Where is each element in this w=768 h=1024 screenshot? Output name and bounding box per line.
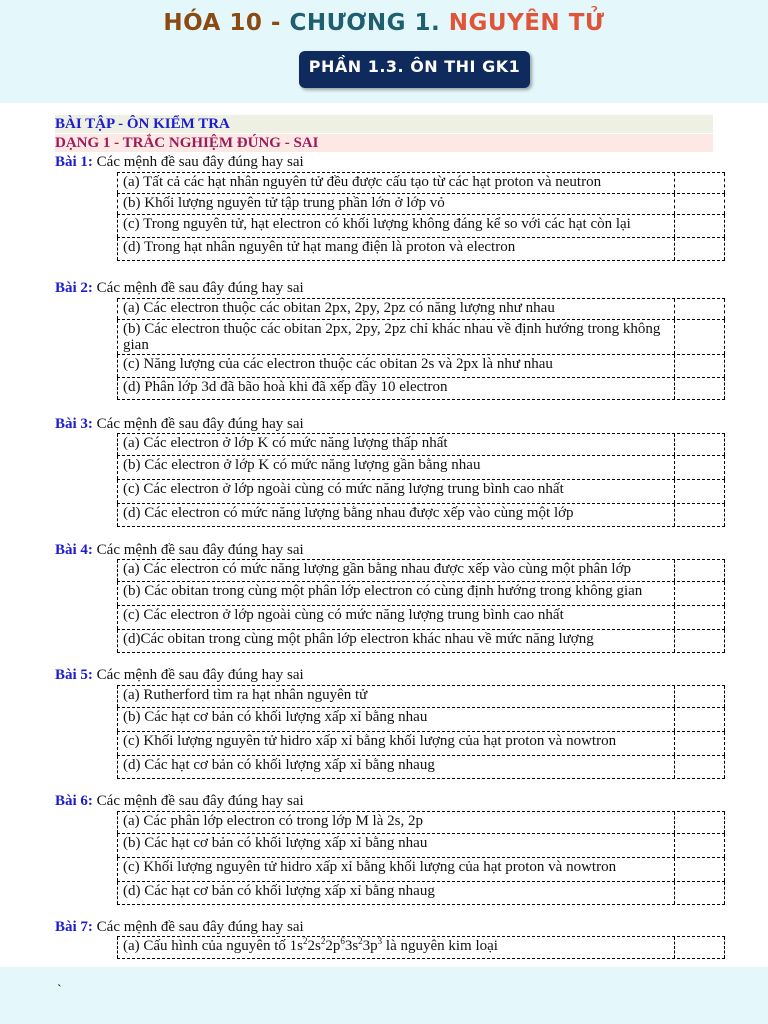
answer-cell[interactable] [674, 194, 725, 214]
answer-cell[interactable] [674, 812, 725, 833]
statement-text: (b) Khối lượng nguyên tử tập trung phần lớn ở lớp vỏ [123, 195, 445, 211]
statement-text: (d) Các electron có mức năng lượng bằng nhau được xếp vào cùng một lớp [123, 505, 574, 521]
table-row [117, 354, 725, 377]
title-topic: NGUYÊN TỬ [448, 10, 605, 36]
answer-cell[interactable] [674, 560, 725, 581]
statement-text: (c) Khối lượng nguyên tử hidro xấp xỉ bằng khối lượng của hạt proton và nowtron [123, 733, 617, 749]
statement-text: (d) Các hạt cơ bản có khối lượng xấp xỉ bằng nhaug [123, 883, 435, 899]
table-row [117, 881, 725, 905]
answer-cell[interactable] [674, 732, 725, 755]
answer-cell[interactable] [674, 882, 725, 904]
answer-cell[interactable] [674, 834, 725, 857]
statement-text: (a) Các electron ở lớp K có mức năng lượng thấp nhất [123, 435, 448, 451]
statement-table [117, 298, 725, 400]
table-row [117, 755, 725, 779]
answer-cell[interactable] [674, 320, 725, 354]
answer-cell[interactable] [674, 858, 725, 881]
exercise-label: Bài 7: [55, 919, 93, 935]
statement-text: (a) Cấu hình của nguyên tố $1s^22s^22p^63s^23p^3$ là nguyên kim loại [123, 936, 498, 954]
section-badge [299, 51, 530, 88]
table-row [117, 605, 725, 629]
statement-text: (b) Các hạt cơ bản có khối lượng xấp xỉ bằng nhau [123, 709, 428, 725]
answer-cell[interactable] [674, 582, 725, 605]
footer-mark: ` [57, 983, 62, 998]
table-row [117, 503, 725, 527]
statement-text: (d) Trong hạt nhân nguyên tử hạt mang điện là proton và electron [123, 239, 516, 255]
statement-text: (c) Các electron ở lớp ngoài cùng có mức năng lượng trung bình cao nhất [123, 607, 564, 623]
statement-text: (a) Các electron có mức năng lượng gần bằng nhau được xếp vào cùng một phân lớp [123, 561, 632, 577]
statement-text: (a) Các phân lớp electron có trong lớp M là 2s, 2p [123, 813, 423, 829]
table-row [117, 857, 725, 881]
statement-table [117, 685, 725, 779]
exercise-title [55, 918, 304, 936]
table-row [117, 319, 725, 354]
statement-text: (c) Khối lượng nguyên tử hidro xấp xỉ bằng khối lượng của hạt proton và nowtron [123, 859, 617, 875]
table-row [117, 811, 725, 833]
answer-cell[interactable] [674, 504, 725, 526]
answer-cell[interactable] [674, 215, 725, 237]
statement-table [117, 559, 725, 653]
answer-cell[interactable] [674, 708, 725, 731]
table-row [117, 559, 725, 581]
answer-cell[interactable] [674, 378, 725, 399]
exercise-title [55, 415, 304, 433]
statement-table [117, 811, 725, 905]
table-row [117, 731, 725, 755]
statement-text: (c) Các electron ở lớp ngoài cùng có mức năng lượng trung bình cao nhất [123, 481, 564, 497]
table-row [117, 237, 725, 261]
exercise-label: Bài 2: [55, 280, 93, 296]
statement-text: (d)Các obitan trong cùng một phân lớp electron khác nhau về mức năng lượng [123, 631, 594, 647]
statement-text: (b) Các obitan trong cùng một phân lớp electron có cùng định hướng trong không gian [123, 583, 643, 599]
table-row [117, 433, 725, 455]
section-label: PHẦN 1.3. ÔN THI GK1 [308, 57, 521, 76]
table-row [117, 377, 725, 400]
table-row [117, 214, 725, 237]
page-footer [0, 967, 768, 1024]
statement-text: (c) Năng lượng của các electron thuộc các obitan 2s và 2px là như nhau [123, 356, 553, 372]
exercise-title [55, 792, 304, 810]
answer-cell[interactable] [674, 238, 725, 260]
table-row [117, 629, 725, 653]
exercise-title [55, 541, 304, 559]
answer-cell[interactable] [674, 937, 725, 958]
statement-text: (d) Các hạt cơ bản có khối lượng xấp xỉ bằng nhaug [123, 757, 435, 773]
statement-text: (d) Phân lớp 3d đã bão hoà khi đã xếp đầy 10 electron [123, 379, 448, 395]
table-row [117, 193, 725, 214]
exercise-title [55, 666, 304, 684]
table-row [117, 707, 725, 731]
answer-cell[interactable] [674, 456, 725, 479]
exercise-title [55, 153, 304, 171]
exercise-prompt: Các mệnh đề sau đây đúng hay sai [92, 667, 304, 683]
statement-table [117, 172, 725, 261]
exercise-prompt: Các mệnh đề sau đây đúng hay sai [92, 542, 304, 558]
exercise-label: Bài 4: [55, 542, 93, 558]
statement-text: (b) Các hạt cơ bản có khối lượng xấp xỉ bằng nhau [123, 835, 428, 851]
table-row [117, 581, 725, 605]
table-row [117, 833, 725, 857]
exercise-prompt: Các mệnh đề sau đây đúng hay sai [92, 154, 304, 170]
exercise-title [55, 279, 304, 297]
table-row [117, 685, 725, 707]
title-subject: HÓA 10 [163, 10, 263, 36]
statement-text: (c) Trong nguyên tử, hạt electron có khối lượng không đáng kể so với các hạt còn lại [123, 216, 631, 232]
exercise-prompt: Các mệnh đề sau đây đúng hay sai [92, 919, 304, 935]
exercise-label: Bài 5: [55, 667, 93, 683]
table-row [117, 455, 725, 479]
exercise-prompt: Các mệnh đề sau đây đúng hay sai [92, 280, 304, 296]
answer-cell[interactable] [674, 173, 725, 193]
table-row [117, 298, 725, 319]
statement-table [117, 936, 725, 959]
statement-text: (b) Các electron ở lớp K có mức năng lượng gần bằng nhau [123, 457, 481, 473]
table-row [117, 479, 725, 503]
exercise-label: Bài 3: [55, 416, 93, 432]
answer-cell[interactable] [674, 480, 725, 503]
heading-type: DẠNG 1 - TRẮC NGHIỆM ĐÚNG - SAI [55, 134, 713, 152]
exercise-prompt: Các mệnh đề sau đây đúng hay sai [92, 793, 304, 809]
exercise-label: Bài 6: [55, 793, 93, 809]
statement-text: (b) Các electron thuộc các obitan 2px, 2py, 2pz chỉ khác nhau về định hướng trong không gian [123, 321, 661, 353]
exercise-label: Bài 1: [55, 154, 93, 170]
page-header [0, 0, 768, 103]
answer-cell[interactable] [674, 606, 725, 629]
statement-text: (a) Tất cả các hạt nhân nguyên tử đều được cấu tạo từ các hạt proton và neutron [123, 174, 602, 190]
answer-cell[interactable] [674, 686, 725, 707]
heading-exercises: BÀI TẬP - ÔN KIỂM TRA [55, 115, 713, 133]
table-row [117, 936, 725, 959]
page-title [0, 10, 768, 36]
answer-cell[interactable] [674, 299, 725, 319]
statement-text: (a) Rutherford tìm ra hạt nhân nguyên tử [123, 687, 368, 703]
title-separator: - [262, 10, 290, 36]
answer-cell[interactable] [674, 630, 725, 652]
table-row [117, 172, 725, 193]
answer-cell[interactable] [674, 434, 725, 455]
title-chapter: CHƯƠNG 1. [289, 10, 441, 36]
exercise-prompt: Các mệnh đề sau đây đúng hay sai [92, 416, 304, 432]
statement-text: (a) Các electron thuộc các obitan 2px, 2py, 2pz có năng lượng như nhau [123, 300, 555, 316]
answer-cell[interactable] [674, 355, 725, 377]
answer-cell[interactable] [674, 756, 725, 778]
statement-table [117, 433, 725, 527]
